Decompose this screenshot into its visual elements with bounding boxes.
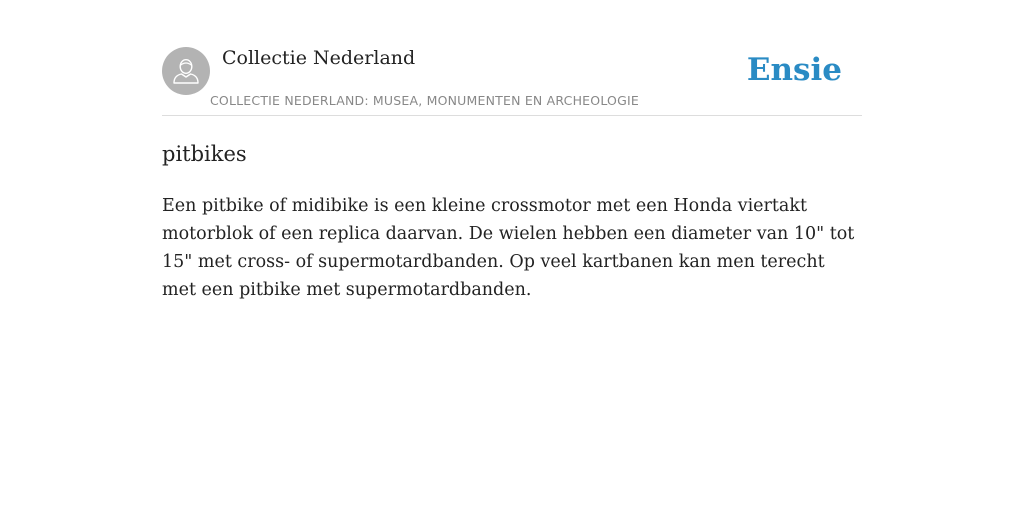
author-name[interactable]: Collectie Nederland	[222, 47, 416, 69]
user-icon	[171, 56, 201, 86]
author-subtitle: COLLECTIE NEDERLAND: MUSEA, MONUMENTEN EN ARCHEOLOGIE	[210, 93, 639, 108]
avatar[interactable]	[162, 47, 210, 95]
article-body: Een pitbike of midibike is een kleine crossmotor met een Honda viertakt motorblok of een replica daarvan. De wielen hebben een diameter van 10" tot 15" met cross- of supermotardbanden. Op veel kartbanen kan men terecht met een pitbike met supermotardbanden.	[162, 196, 855, 300]
ensie-logo[interactable]: Ensie	[746, 52, 842, 88]
header	[162, 46, 862, 116]
page-title: pitbikes	[162, 142, 247, 166]
